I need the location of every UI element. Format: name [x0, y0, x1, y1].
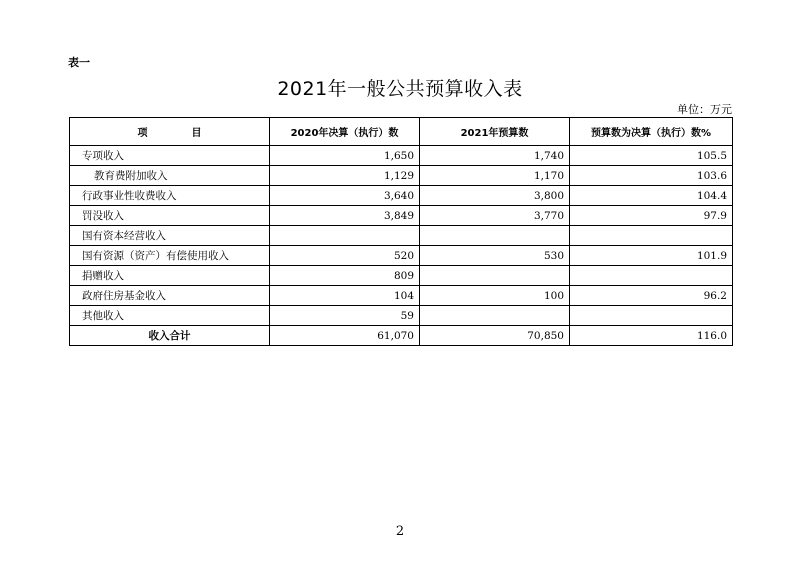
row-name: 行政事业性收费收入 [70, 186, 270, 206]
row-name: 捐赠收入 [70, 266, 270, 286]
row-ratio [570, 226, 733, 246]
header-item-part1: 项 [137, 128, 148, 139]
table-row [70, 186, 733, 206]
table-row [70, 266, 733, 286]
table-row [70, 206, 733, 226]
header-2021: 2021年预算数 [420, 118, 570, 146]
table-header [70, 118, 733, 146]
total-row [70, 326, 733, 346]
row-ratio: 101.9 [570, 246, 733, 266]
row-2021: 1,740 [420, 146, 570, 166]
row-2021: 530 [420, 246, 570, 266]
total-2021: 70,850 [420, 326, 570, 346]
table-row [70, 306, 733, 326]
row-ratio [570, 306, 733, 326]
total-2020: 61,070 [270, 326, 420, 346]
row-2021: 1,170 [420, 166, 570, 186]
row-ratio: 105.5 [570, 146, 733, 166]
header-row [70, 118, 733, 146]
total-name: 收入合计 [70, 326, 270, 346]
header-2020: 2020年决算（执行）数 [270, 118, 420, 146]
document-title: 2021年一般公共预算收入表 [277, 78, 523, 100]
row-name: 教育费附加收入 [70, 166, 270, 186]
header-ratio: 预算数为决算（执行）数% [570, 118, 733, 146]
row-ratio [570, 266, 733, 286]
unit-label: 单位：万元 [677, 103, 732, 116]
table-footer [70, 326, 733, 346]
header-item [70, 118, 270, 146]
row-2021: 3,770 [420, 206, 570, 226]
row-2020: 1,650 [270, 146, 420, 166]
table-row [70, 226, 733, 246]
row-name: 国有资源（资产）有偿使用收入 [70, 246, 270, 266]
row-2021 [420, 226, 570, 246]
row-ratio: 104.4 [570, 186, 733, 206]
budget-table [69, 117, 733, 346]
page-number: 2 [395, 524, 405, 539]
row-ratio: 96.2 [570, 286, 733, 306]
row-2020: 520 [270, 246, 420, 266]
row-2020: 1,129 [270, 166, 420, 186]
table-row [70, 146, 733, 166]
row-2020: 3,849 [270, 206, 420, 226]
table-row [70, 246, 733, 266]
row-2020: 104 [270, 286, 420, 306]
row-name: 政府住房基金收入 [70, 286, 270, 306]
row-2020 [270, 226, 420, 246]
row-ratio: 97.9 [570, 206, 733, 226]
table-row [70, 286, 733, 306]
table-label: 表一 [68, 56, 90, 69]
row-2021: 3,800 [420, 186, 570, 206]
row-name: 专项收入 [70, 146, 270, 166]
row-2020: 809 [270, 266, 420, 286]
row-2021: 100 [420, 286, 570, 306]
table-body [70, 146, 733, 326]
row-ratio: 103.6 [570, 166, 733, 186]
row-2020: 59 [270, 306, 420, 326]
row-name: 国有资本经营收入 [70, 226, 270, 246]
row-2020: 3,640 [270, 186, 420, 206]
row-name: 罚没收入 [70, 206, 270, 226]
row-2021 [420, 306, 570, 326]
total-ratio: 116.0 [570, 326, 733, 346]
row-name: 其他收入 [70, 306, 270, 326]
row-2021 [420, 266, 570, 286]
header-item-part2: 目 [191, 128, 202, 139]
table-row [70, 166, 733, 186]
